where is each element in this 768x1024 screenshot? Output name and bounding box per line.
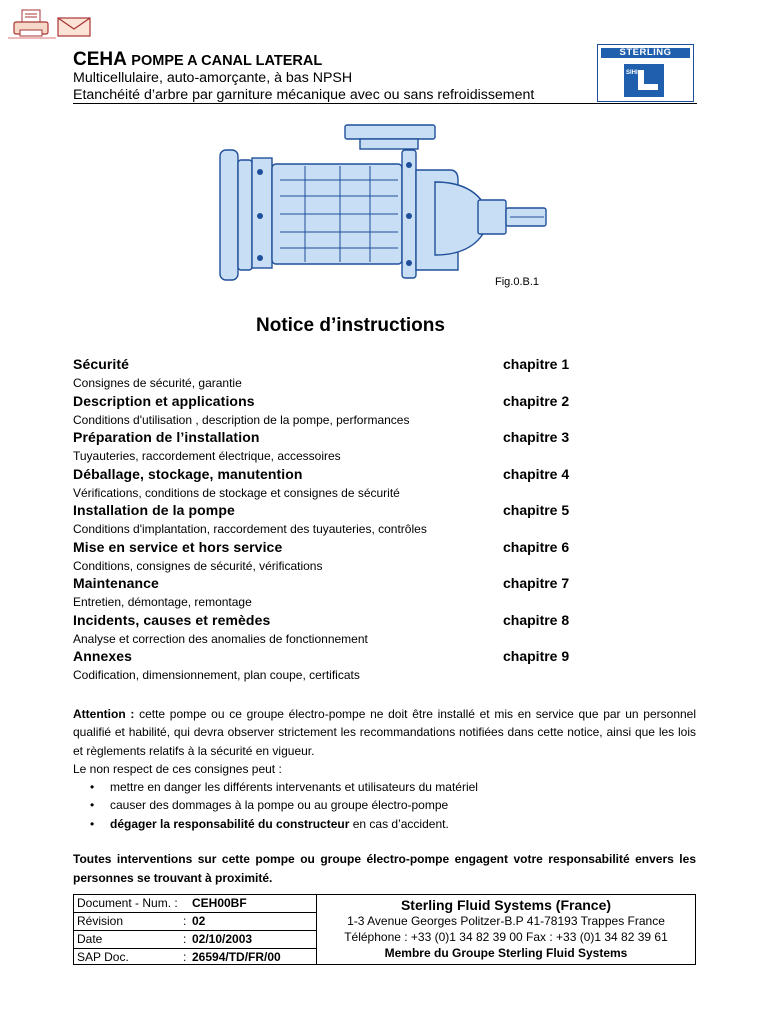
company-group: Membre du Groupe Sterling Fluid Systems (384, 946, 628, 960)
sihi-logo-mark (624, 64, 664, 97)
title-sub: POMPE A CANAL LATERAL (131, 53, 323, 69)
consequence-item (73, 815, 696, 833)
toc-description: Conditions, consignes de sécurité, vérifications (73, 558, 323, 573)
toc-chapter: chapitre 7 (503, 575, 570, 591)
toc-description: Codification, dimensionnement, plan coupe, certificats (73, 668, 360, 682)
subtitle-line-1: Multicellulaire, auto-amorçante, à bas NPSH (73, 70, 353, 86)
document-footer-table (73, 894, 696, 965)
info-label: Révision (77, 914, 124, 928)
toc-title: Installation de la pompe (73, 502, 235, 518)
company-name: Sterling Fluid Systems (France) (400, 897, 612, 913)
toc-entry[interactable] (73, 502, 593, 539)
toc-entry[interactable] (73, 575, 593, 612)
toc-entry[interactable] (73, 356, 593, 393)
toc-entry[interactable] (73, 466, 593, 503)
table-of-contents (73, 356, 593, 685)
attention-section (73, 705, 696, 833)
toc-description: Vérifications, conditions de stockage et consignes de sécurité (73, 485, 400, 500)
document-title (73, 49, 322, 71)
consequence-intro: Le non respect de ces consignes peut : (73, 761, 282, 776)
toc-entry[interactable] (73, 429, 593, 466)
consequence-item: • causer des dommages à la pompe ou au groupe électro-pompe (73, 796, 696, 814)
toc-entry[interactable] (73, 648, 593, 685)
pump-illustration (210, 120, 555, 295)
envelope-icon[interactable] (58, 18, 90, 36)
info-row (74, 931, 316, 949)
consequence-list (73, 778, 696, 833)
info-value: CEH00BF (192, 896, 247, 910)
toc-description: Tuyauteries, raccordement électrique, accessoires (73, 449, 341, 463)
toc-title: Déballage, stockage, manutention (73, 465, 303, 482)
toc-chapter: chapitre 3 (503, 429, 570, 445)
header-divider (73, 103, 697, 104)
info-label: SAP Doc. (77, 950, 129, 964)
toc-title: Description et applications (73, 392, 255, 409)
info-value: 26594/TD/FR/00 (192, 950, 281, 964)
consequence-item: • mettre en danger les différents intervenants et utilisateurs du matériel (73, 778, 696, 796)
info-row (74, 913, 316, 931)
toc-chapter: chapitre 2 (503, 392, 570, 409)
toc-title: Mise en service et hors service (73, 538, 283, 555)
attention-text: cette pompe ou ce groupe électro-pompe ne doit être installé et mis en service que par un personnel qualifié et habilité, qui devra observer strictement les recommandations notifiées dans cette notice, ainsi que les lois et règlements relatifs à la sécurité en vigueur. (73, 707, 697, 758)
toc-title: Annexes (73, 648, 133, 664)
sterling-logo (597, 44, 694, 102)
info-colon: : (183, 932, 187, 946)
toc-description: Consignes de sécurité, garantie (73, 376, 242, 390)
toc-chapter: chapitre 5 (503, 502, 570, 518)
attention-label: Attention : (73, 707, 135, 721)
logo-text: STERLING (601, 48, 690, 58)
toc-description: Conditions d'utilisation , description de la pompe, performances (73, 412, 410, 427)
company-info (317, 895, 695, 964)
toc-chapter: chapitre 4 (503, 465, 570, 482)
toc-description: Entretien, démontage, remontage (73, 595, 252, 609)
toc-entry[interactable] (73, 612, 593, 649)
info-row (74, 949, 316, 966)
toc-title: Sécurité (73, 356, 130, 372)
consequence-bold: dégager la responsabilité du constructeur (110, 816, 350, 831)
info-row (74, 895, 316, 913)
toc-chapter: chapitre 6 (503, 538, 570, 555)
title-main: CEHA (73, 49, 127, 70)
attention-paragraph (73, 705, 696, 760)
toc-description: Analyse et correction des anomalies de fonctionnement (73, 631, 368, 646)
toc-description: Conditions d'implantation, raccordement des tuyauteries, contrôles (73, 522, 427, 536)
toc-title: Préparation de l’installation (73, 429, 260, 445)
printer-icon[interactable] (8, 10, 56, 38)
subtitle-line-2: Etanchéité d’arbre par garniture mécanique avec ou sans refroidissement (73, 87, 535, 103)
toc-chapter: chapitre 8 (503, 611, 570, 628)
info-colon: : (183, 950, 187, 964)
info-value: 02/10/2003 (192, 932, 253, 946)
toc-entry[interactable] (73, 393, 593, 430)
consequence-rest: en cas d’accident. (349, 816, 449, 831)
toolbar-icons (6, 8, 96, 40)
document-info (74, 895, 317, 964)
info-colon: : (183, 914, 187, 928)
info-label: Date (77, 932, 103, 946)
toc-entry[interactable] (73, 539, 593, 576)
figure-caption: Fig.0.B.1 (495, 276, 540, 288)
company-address: 1-3 Avenue Georges Politzer-B.P 41-78193 Trappes France (347, 914, 665, 928)
svg-text:SIHI: SIHI (626, 70, 638, 76)
toc-title: Incidents, causes et remèdes (73, 611, 271, 628)
responsibility-note: Toutes interventions sur cette pompe ou groupe électro-pompe engagent votre responsabilité envers les personnes se trouvant à proximité. (73, 852, 696, 885)
toc-chapter: chapitre 9 (503, 648, 570, 664)
notice-title: Notice d’instructions (256, 315, 445, 336)
info-label: Document - Num. : (77, 896, 178, 910)
info-value: 02 (192, 914, 206, 928)
company-phone: Téléphone : +33 (0)1 34 82 39 00 Fax : +33 (0)1 34 82 39 61 (344, 930, 668, 944)
toc-chapter: chapitre 1 (503, 356, 570, 372)
toc-title: Maintenance (73, 575, 159, 591)
